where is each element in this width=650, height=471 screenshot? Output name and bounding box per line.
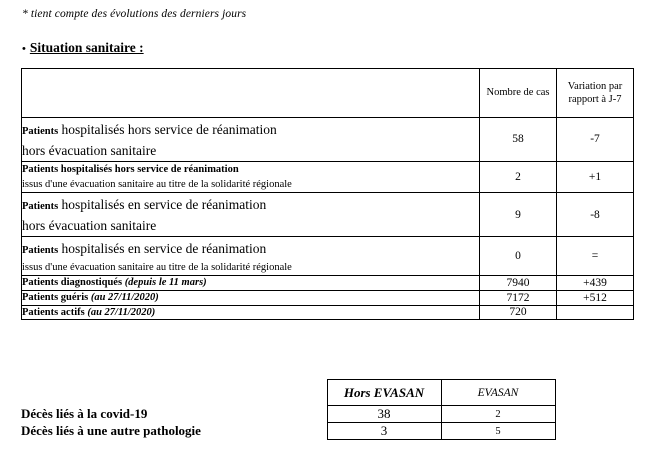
table-row	[22, 290, 634, 305]
row-label-part-1: Patients	[22, 126, 59, 137]
value-nombre: 7940	[480, 276, 557, 291]
row-label-part-3: hors évacuation sanitaire	[22, 218, 157, 234]
table-header-row	[22, 69, 634, 118]
row-label-part-3: hors évacuation sanitaire	[22, 143, 157, 159]
row-label-part-2: hospitalisés hors service de réanimation	[61, 122, 277, 137]
table-row	[22, 276, 634, 291]
value-nombre: 58	[480, 118, 557, 162]
row-label-diagnostiques	[22, 276, 480, 291]
value-variation: +1	[557, 161, 634, 192]
deaths-row-label-covid: Décès liés à la covid-19	[21, 406, 148, 421]
row-label-part-2: hospitalisés en service de réanimation	[61, 240, 267, 256]
deaths-header-row	[21, 380, 555, 406]
header-cell-nombre: Nombre de cas	[480, 69, 557, 118]
bullet-icon: •	[22, 42, 26, 55]
row-label-rea-evasan	[22, 236, 480, 275]
table-row	[21, 406, 555, 423]
row-label-part-1: Patients hospitalisés hors service de réanimation	[22, 163, 239, 175]
value-variation: +512	[557, 290, 634, 305]
row-label-main: Patients actifs	[22, 306, 88, 318]
deaths-value-hors-evasan: 38	[327, 406, 441, 423]
value-variation: -7	[557, 118, 634, 162]
value-nombre: 7172	[480, 290, 557, 305]
deaths-header-hors-evasan: Hors EVASAN	[327, 380, 441, 406]
health-situation-table	[21, 68, 634, 320]
row-label-italic: (au 27/11/2020)	[87, 306, 156, 318]
deaths-row-label-autre: Décès liés à une autre pathologie	[21, 423, 201, 438]
deaths-value-evasan: 2	[441, 406, 555, 423]
value-nombre: 9	[480, 193, 557, 237]
value-variation: -8	[557, 193, 634, 237]
section-title: Situation sanitaire :	[29, 40, 144, 55]
row-label-actifs	[22, 305, 480, 320]
row-label-part-1: Patients	[22, 244, 59, 256]
row-label-part-2: issus d'une évacuation sanitaire au titre de la solidarité régionale	[22, 178, 292, 190]
row-label-italic: (depuis le 11 mars)	[124, 277, 207, 289]
value-variation	[557, 305, 634, 320]
row-label-gueris	[22, 290, 480, 305]
table-row	[22, 236, 634, 275]
deaths-header-blank	[21, 380, 327, 406]
deaths-table	[21, 379, 556, 440]
row-label-main: Patients diagnostiqués	[22, 277, 125, 289]
value-nombre: 0	[480, 236, 557, 275]
value-variation: =	[557, 236, 634, 275]
row-label-italic: (au 27/11/2020)	[90, 291, 159, 303]
table-row	[22, 161, 634, 192]
value-nombre: 2	[480, 161, 557, 192]
value-nombre: 720	[480, 305, 557, 320]
header-cell-blank	[22, 69, 480, 118]
row-label-part-2: hospitalisés en service de réanimation	[61, 197, 267, 213]
row-label-hosp-hors-rea-evasan	[22, 161, 480, 192]
row-label-part-1: Patients	[22, 201, 59, 213]
table-row	[22, 305, 634, 320]
row-label-rea-hors-evasan	[22, 193, 480, 237]
table-row	[22, 193, 634, 237]
table-row	[21, 423, 555, 440]
header-cell-variation: Variation par rapport à J-7	[557, 69, 634, 118]
section-heading	[22, 40, 144, 56]
table-row	[22, 118, 634, 162]
row-label-part-3: issus d'une évacuation sanitaire au titre de la solidarité régionale	[22, 262, 292, 274]
deaths-header-evasan: EVASAN	[441, 380, 555, 406]
row-label-main: Patients guéris	[22, 291, 91, 303]
footnote-text: * tient compte des évolutions des derniers jours	[22, 8, 247, 20]
row-label-hosp-hors-rea-hors-evasan	[22, 118, 480, 162]
deaths-value-hors-evasan: 3	[327, 423, 441, 440]
deaths-value-evasan: 5	[441, 423, 555, 440]
value-variation: +439	[557, 276, 634, 291]
